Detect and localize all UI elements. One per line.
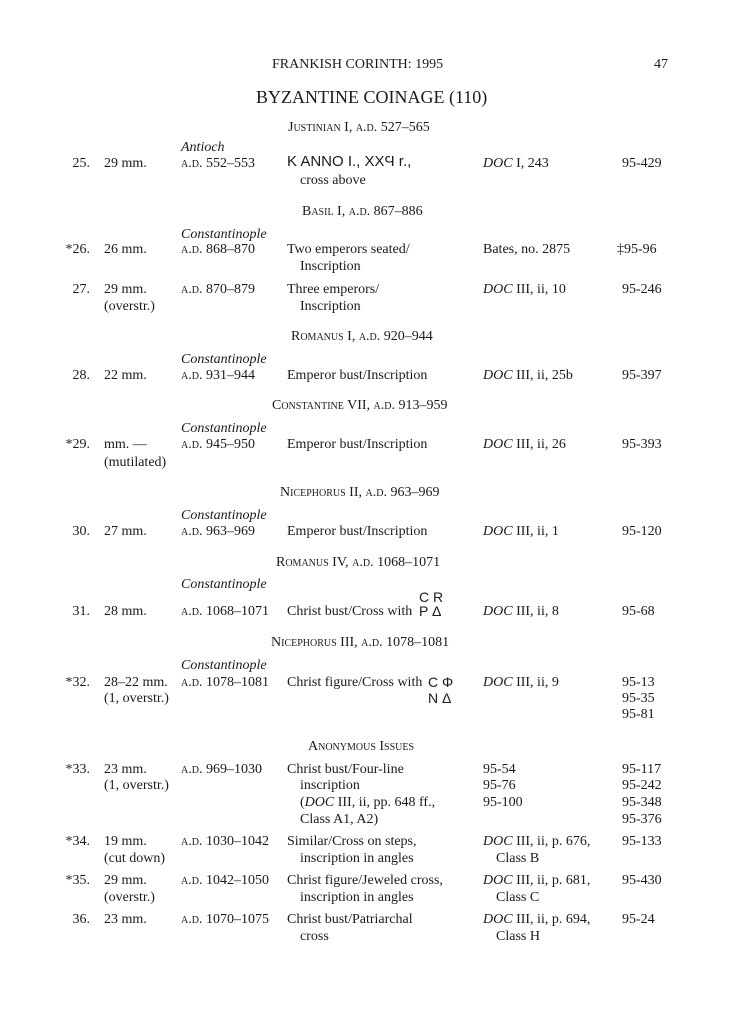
- size: 27 mm.: [104, 524, 147, 539]
- reference: DOC III, ii, p. 694,: [483, 912, 591, 927]
- section-title: BYZANTINE COINAGE (110): [256, 87, 488, 107]
- inventory-number: 95-13: [622, 675, 655, 690]
- mint: Constantinople: [181, 421, 267, 436]
- description: Emperor bust/Inscription: [287, 368, 428, 383]
- inventory-number: ‡95-96: [617, 242, 657, 257]
- reference: Class C: [496, 890, 540, 905]
- group-heading: Romanus IV, a.d. 1068–1071: [276, 555, 441, 570]
- cross-letters: P Δ: [419, 603, 442, 619]
- date: a.d. 963–969: [181, 524, 255, 539]
- entry-number: *33.: [65, 762, 90, 777]
- inventory-number: 95-120: [622, 524, 662, 539]
- group-heading: Romanus I, a.d. 920–944: [291, 329, 433, 344]
- description: inscription: [300, 778, 360, 793]
- inventory-number: 95-35: [622, 691, 655, 706]
- mint: Constantinople: [181, 352, 267, 367]
- description: K ANNO Ι., XXϤ r.,: [287, 153, 412, 170]
- group-heading: Anonymous Issues: [308, 739, 415, 754]
- reference: DOC III, ii, p. 676,: [483, 834, 591, 849]
- entry-number: 25.: [72, 156, 90, 171]
- reference: DOC III, ii, 26: [483, 437, 566, 452]
- inventory-number: 95-68: [622, 604, 655, 619]
- reference: DOC III, ii, 10: [483, 282, 566, 297]
- description: inscription in angles: [300, 851, 414, 866]
- description: Similar/Cross on steps,: [287, 834, 417, 849]
- size-note: (1, overstr.): [104, 691, 169, 706]
- mint: Constantinople: [181, 577, 267, 592]
- description: Emperor bust/Inscription: [287, 437, 428, 452]
- description: Christ figure/Jeweled cross,: [287, 873, 443, 888]
- reference: DOC III, ii, 1: [483, 524, 559, 539]
- reference: DOC III, ii, 8: [483, 604, 559, 619]
- size: 29 mm.: [104, 156, 147, 171]
- group-heading: Constantine VII, a.d. 913–959: [272, 398, 448, 413]
- description: (DOC III, ii, pp. 648 ff.,: [300, 795, 436, 810]
- size: 23 mm.: [104, 762, 147, 777]
- entry-number: 27.: [72, 282, 90, 297]
- date: a.d. 969–1030: [181, 762, 262, 777]
- size-note: (overstr.): [104, 890, 155, 905]
- date: a.d. 1070–1075: [181, 912, 269, 927]
- inventory-number: 95-81: [622, 707, 655, 722]
- inventory-number: 95-429: [622, 156, 662, 171]
- description: Inscription: [300, 259, 361, 274]
- inventory-number: 95-430: [622, 873, 662, 888]
- description: Inscription: [300, 299, 361, 314]
- date: a.d. 1078–1081: [181, 675, 269, 690]
- entry-number: *35.: [65, 873, 90, 888]
- reference: Class H: [496, 929, 540, 944]
- inventory-number: 95-348: [622, 795, 662, 810]
- group-heading: Justinian I, a.d. 527–565: [288, 120, 430, 135]
- inventory-number: 95-246: [622, 282, 662, 297]
- size: 29 mm.: [104, 873, 147, 888]
- date: a.d. 931–944: [181, 368, 255, 383]
- size-note: (overstr.): [104, 299, 155, 314]
- size-note: (1, overstr.): [104, 778, 169, 793]
- running-title: FRANKISH CORINTH: 1995: [272, 57, 444, 72]
- description: Christ bust/Four-line: [287, 762, 404, 777]
- cross-letters-upper: C R: [419, 589, 444, 605]
- date: a.d. 552–553: [181, 156, 255, 171]
- size: 28 mm.: [104, 604, 147, 619]
- size-note: (cut down): [104, 851, 166, 866]
- description: cross above: [300, 173, 366, 188]
- entry-number: 36.: [72, 912, 90, 927]
- group-heading: Basil I, a.d. 867–886: [302, 204, 423, 219]
- mint: Antioch: [181, 140, 225, 155]
- date: a.d. 945–950: [181, 437, 255, 452]
- size: 23 mm.: [104, 912, 147, 927]
- description: cross: [300, 929, 329, 944]
- entry-number: *29.: [65, 437, 90, 452]
- inventory-number: 95-376: [622, 812, 662, 827]
- description: Christ bust/Cross with: [287, 604, 413, 619]
- cross-letters-lower: N Δ: [428, 690, 452, 706]
- size: 29 mm.: [104, 282, 147, 297]
- entry-number: 31.: [72, 604, 90, 619]
- reference: DOC III, ii, 25b: [483, 368, 573, 383]
- date: a.d. 1042–1050: [181, 873, 269, 888]
- size: 28–22 mm.: [104, 675, 168, 690]
- date: a.d. 1030–1042: [181, 834, 269, 849]
- reference: DOC I, 243: [483, 156, 549, 171]
- size-note: (mutilated): [104, 455, 167, 470]
- reference: Class B: [496, 851, 540, 866]
- date: a.d. 1068–1071: [181, 604, 269, 619]
- description: Christ figure/Cross with: [287, 675, 423, 690]
- date: a.d. 868–870: [181, 242, 255, 257]
- reference: 95-100: [483, 795, 523, 810]
- mint: Constantinople: [181, 508, 267, 523]
- reference: 95-54: [483, 762, 516, 777]
- group-heading: Nicephorus III, a.d. 1078–1081: [271, 635, 450, 650]
- inventory-number: 95-133: [622, 834, 662, 849]
- group-heading: Nicephorus II, a.d. 963–969: [280, 485, 440, 500]
- size: 22 mm.: [104, 368, 147, 383]
- inventory-number: 95-397: [622, 368, 662, 383]
- size: 19 mm.: [104, 834, 147, 849]
- cross-letters: C Φ: [428, 674, 454, 690]
- size: mm. —: [104, 437, 147, 452]
- inventory-number: 95-117: [622, 762, 662, 777]
- entry-number: *26.: [65, 242, 90, 257]
- reference: DOC III, ii, p. 681,: [483, 873, 591, 888]
- entry-number: *34.: [65, 834, 90, 849]
- reference: Bates, no. 2875: [483, 242, 571, 257]
- inventory-number: 95-393: [622, 437, 662, 452]
- description: Three emperors/: [287, 282, 380, 297]
- description: Class A1, A2): [300, 812, 379, 827]
- reference: 95-76: [483, 778, 516, 793]
- date: a.d. 870–879: [181, 282, 255, 297]
- description: Two emperors seated/: [287, 242, 410, 257]
- inventory-number: 95-24: [622, 912, 655, 927]
- size: 26 mm.: [104, 242, 147, 257]
- mint: Constantinople: [181, 227, 267, 242]
- inventory-number: 95-242: [622, 778, 662, 793]
- mint: Constantinople: [181, 658, 267, 673]
- entry-number: 28.: [72, 368, 90, 383]
- page-number: 47: [654, 57, 668, 72]
- description: Christ bust/Patriarchal: [287, 912, 413, 927]
- reference: DOC III, ii, 9: [483, 675, 559, 690]
- description: Emperor bust/Inscription: [287, 524, 428, 539]
- entry-number: 30.: [72, 524, 90, 539]
- entry-number: *32.: [65, 675, 90, 690]
- description: inscription in angles: [300, 890, 414, 905]
